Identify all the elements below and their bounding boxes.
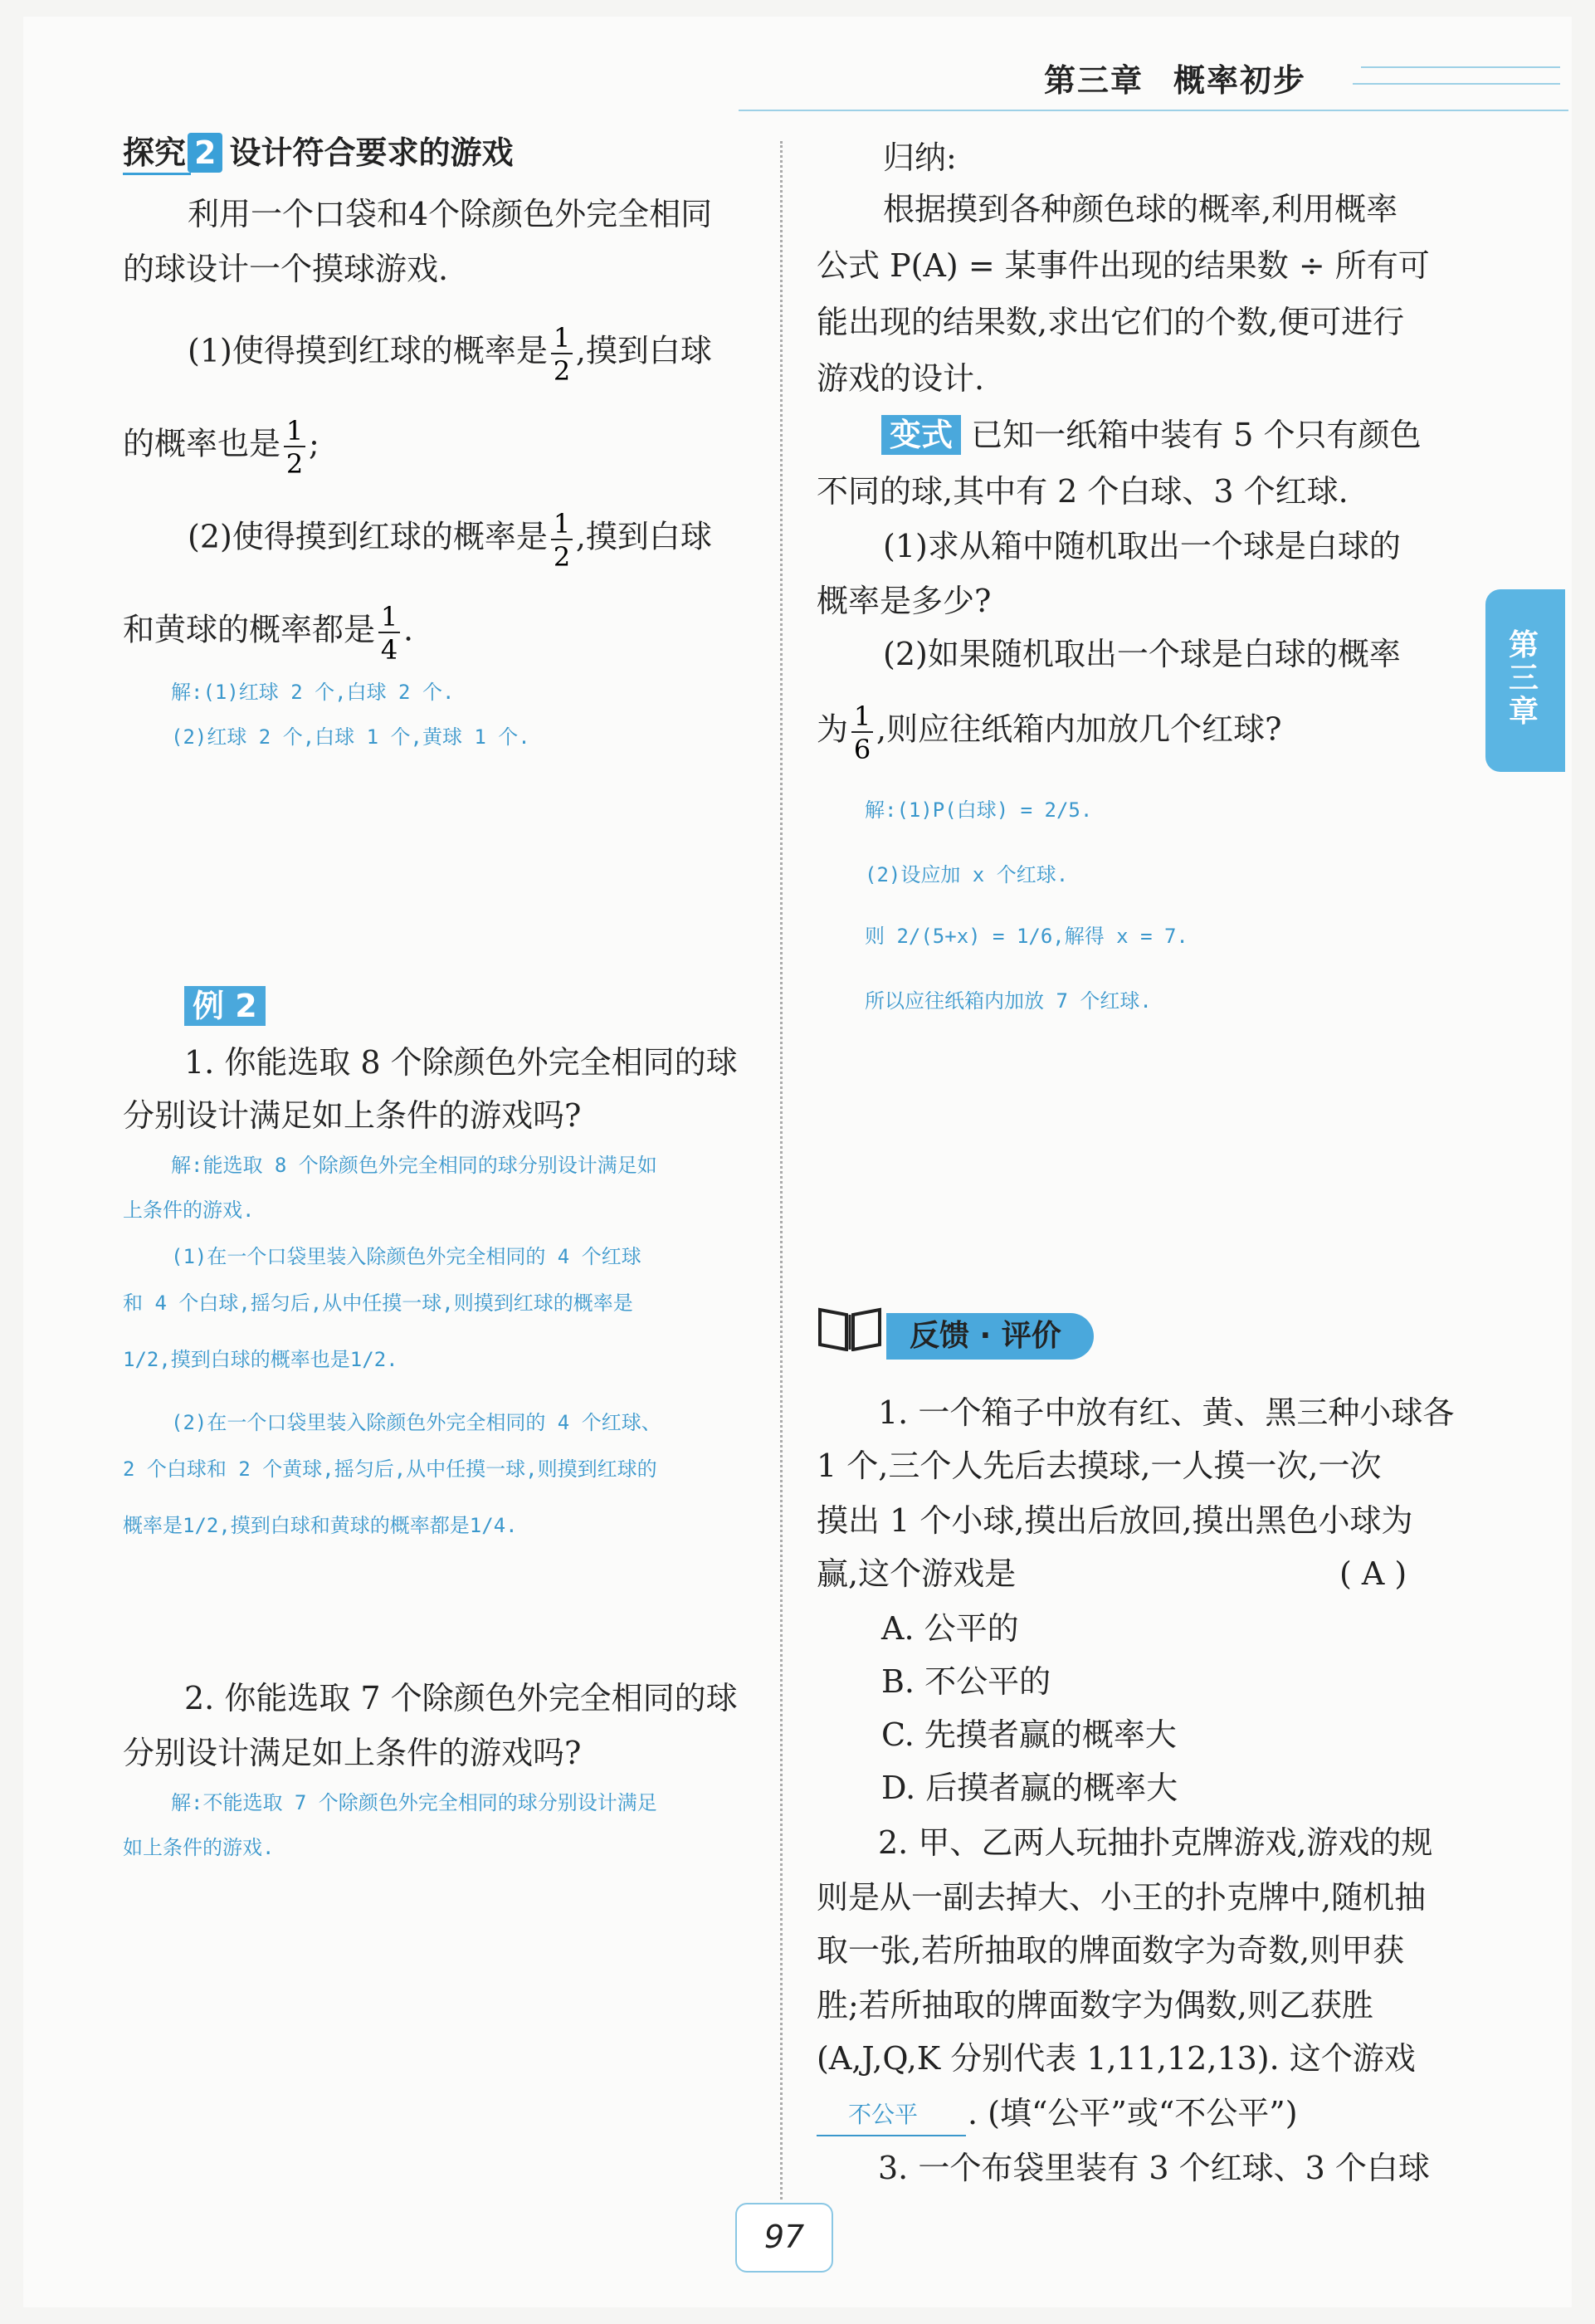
header-line: [1361, 66, 1560, 68]
handwritten-answer: 1/2,摸到白球的概率也是1/2.: [123, 1348, 398, 1371]
variant-question-2: 为 1 6 ,则应往纸箱内加放几个红球?: [817, 701, 1282, 764]
chapter-header: [1044, 55, 1336, 100]
svg-text:6: 6: [853, 734, 871, 764]
section-number: 2: [188, 133, 222, 173]
handwritten-answer: 2 个白球和 2 个黄球,摇匀后,从中任摸一球,则摸到红球的: [123, 1457, 657, 1481]
feedback-question-2: 胜;若所抽取的牌面数字为偶数,则乙获胜: [817, 1987, 1373, 2024]
page-number: 97: [735, 2203, 833, 2273]
feedback-question-2: 2. 甲、乙两人玩抽扑克牌游戏,游戏的规: [878, 1824, 1433, 1861]
intro-line: 利用一个口袋和4个除颜色外完全相同: [188, 196, 713, 232]
svg-text:1: 1: [380, 601, 398, 632]
handwritten-answer: 解:能选取 8 个除颜色外完全相同的球分别设计满足如: [171, 1154, 657, 1177]
handwritten-answer: 则 2/(5+x) = 1/6,解得 x = 7.: [865, 925, 1188, 948]
open-book-icon: [817, 1303, 883, 1351]
variant-tag: 变式: [881, 415, 961, 455]
example-2-line: 2. 你能选取 7 个除颜色外完全相同的球: [184, 1680, 738, 1716]
handwritten-answer: (2)红球 2 个,白球 1 个,黄球 1 个.: [171, 725, 530, 749]
answer-bracket: ( A ): [1339, 1555, 1407, 1592]
question-1-line: 的概率也是 1 2 ;: [123, 415, 319, 478]
summary-title: 归纳:: [883, 139, 957, 176]
handwritten-answer: 上条件的游戏.: [123, 1199, 255, 1222]
handwritten-answer: 概率是1/2,摸到白球和黄球的概率都是1/4.: [123, 1514, 518, 1537]
svg-text:1: 1: [553, 322, 571, 354]
header-line: [739, 110, 1568, 111]
question-2-line: 和黄球的概率都是 1 4 .: [123, 601, 414, 664]
handwritten-answer: (2)在一个口袋里装入除颜色外完全相同的 4 个红球、: [171, 1411, 661, 1434]
handwritten-answer: 和 4 个白球,摇匀后,从中任摸一球,则摸到红球的概率是: [123, 1291, 633, 1315]
header-line: [1353, 83, 1560, 85]
fill-answer: 不公平: [848, 2101, 919, 2128]
svg-text:1: 1: [853, 701, 871, 732]
example-2-line: 分别设计满足如上条件的游戏吗?: [123, 1735, 582, 1771]
fraction-one-half: [280, 415, 309, 478]
section-title-text: 设计符合要求的游戏: [229, 134, 514, 171]
variant-line: 变式 已知一纸箱中装有 5 个只有颜色: [881, 415, 1421, 455]
svg-text:2: 2: [553, 355, 571, 385]
intro-line: 的球设计一个摸球游戏.: [123, 251, 449, 287]
svg-text:4: 4: [380, 634, 398, 664]
summary-line: 公式 P(A) = 某事件出现的结果数 ÷ 所有可: [817, 247, 1430, 284]
handwritten-answer: 解:不能选取 7 个除颜色外完全相同的球分别设计满足: [171, 1791, 657, 1814]
section-underline: [123, 173, 191, 175]
feedback-question-1: 赢,这个游戏是: [817, 1555, 1017, 1592]
svg-text:2: 2: [285, 448, 304, 478]
feedback-question-2: 取一张,若所抽取的牌面数字为奇数,则甲获: [817, 1932, 1405, 1969]
variant-line: 不同的球,其中有 2 个白球、3 个红球.: [817, 473, 1349, 510]
handwritten-answer: 解:(1)红球 2 个,白球 2 个.: [171, 681, 455, 704]
handwritten-answer: (2)设应加 x 个红球.: [865, 863, 1069, 886]
answer-blank: [817, 2135, 966, 2136]
summary-line: 根据摸到各种颜色球的概率,利用概率: [883, 191, 1398, 227]
option-a: A. 公平的: [881, 1610, 1019, 1647]
handwritten-answer: 如上条件的游戏.: [123, 1836, 275, 1859]
option-c: C. 先摸者赢的概率大: [881, 1716, 1177, 1753]
fraction-one-half: [548, 508, 576, 571]
chapter-title: 概率初步: [1173, 62, 1307, 99]
handwritten-answer: 所以应往纸箱内加放 7 个红球.: [865, 989, 1152, 1013]
question-1-line: (1)使得摸到红球的概率是 1 2 ,摸到白球: [188, 322, 712, 385]
feedback-title: 反馈 · 评价: [886, 1313, 1094, 1360]
example-1-line: 分别设计满足如上条件的游戏吗?: [123, 1097, 582, 1134]
chapter-number: 第三章: [1044, 62, 1144, 99]
section-label: 探究: [123, 134, 187, 171]
chapter-tab: [1485, 589, 1565, 772]
feedback-question-2: 则是从一副去掉大、小王的扑克牌中,随机抽: [817, 1879, 1427, 1916]
svg-text:1: 1: [285, 415, 304, 447]
question-2-line: (2)使得摸到红球的概率是 1 2 ,摸到白球: [188, 508, 712, 571]
variant-question-1: 概率是多少?: [817, 583, 992, 619]
svg-text:1: 1: [553, 508, 571, 540]
handwritten-answer: (1)在一个口袋里装入除颜色外完全相同的 4 个红球: [171, 1245, 641, 1268]
column-divider: [780, 141, 783, 2200]
fraction-one-sixth: [848, 701, 876, 764]
summary-line: 游戏的设计.: [817, 360, 985, 397]
section-title: [123, 133, 513, 173]
variant-question-2: (2)如果随机取出一个球是白球的概率: [883, 636, 1401, 672]
feedback-question-1: 摸出 1 个小球,摸出后放回,摸出黑色小球为: [817, 1502, 1413, 1539]
fraction-one-half: [548, 322, 576, 385]
handwritten-answer: 解:(1)P(白球) = 2/5.: [865, 798, 1093, 822]
fraction-one-quarter: [375, 601, 403, 664]
summary-line: 能出现的结果数,求出它们的个数,便可进行: [817, 304, 1405, 340]
example-tag: 例 2: [184, 986, 266, 1026]
feedback-question-1: 1 个,三个人先后去摸球,一人摸一次,一次: [817, 1448, 1382, 1484]
option-b: B. 不公平的: [881, 1663, 1051, 1700]
example-1-line: 1. 你能选取 8 个除颜色外完全相同的球: [184, 1044, 738, 1081]
feedback-question-2: (A,J,Q,K 分别代表 1,11,12,13). 这个游戏: [817, 2040, 1416, 2077]
chapter-tab-label: 第三章: [1509, 628, 1539, 729]
option-d: D. 后摸者赢的概率大: [881, 1770, 1178, 1806]
feedback-question-3: 3. 一个布袋里装有 3 个红球、3 个白球: [878, 2150, 1430, 2186]
variant-question-1: (1)求从箱中随机取出一个球是白球的: [883, 528, 1401, 564]
svg-text:2: 2: [553, 541, 571, 571]
feedback-question-2-end: . (填“公平”或“不公平”): [968, 2095, 1298, 2131]
feedback-question-1: 1. 一个箱子中放有红、黄、黑三种小球各: [878, 1394, 1455, 1431]
